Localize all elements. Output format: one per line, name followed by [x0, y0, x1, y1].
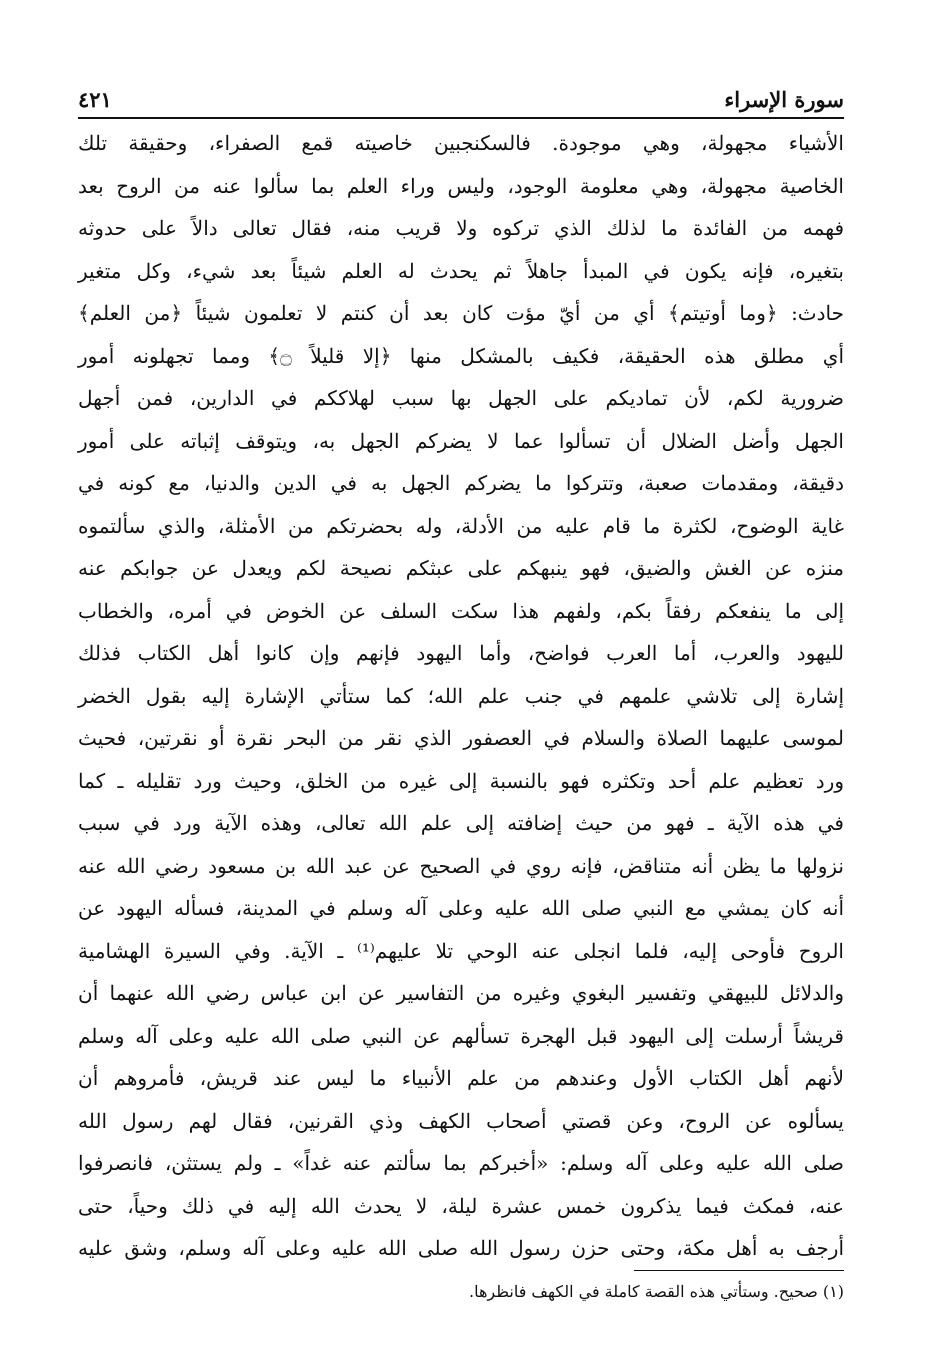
text-line: دقيقة، ومقدمات صعبة، وتتركوا ما يضركم الجهل به في الدين والدنيا، مع كونه في	[78, 471, 844, 495]
text-line: حادث: ﴿وما أوتيتم﴾ أي من أيّ مؤت كان بعد أن كنتم لا تعلمون شيئاً ﴿من العلم﴾	[78, 301, 844, 325]
text-line: نزولها ما يظن أنه متناقض، فإنه روي في الصحيح عن عبد الله بن مسعود رضي الله عنه	[78, 853, 844, 878]
text-line: صلى الله عليه وعلى آله وسلم: «أخبركم بما سألتم عنه غداً» ـ ولم يستثن، فانصرفوا	[78, 1151, 844, 1175]
text-line: الأشياء مجهولة، وهي موجودة. فالسكنجبين خاصيته قمع الصفراء، وحقيقة تلك	[78, 131, 844, 155]
surah-title: سورة الإسراء	[724, 86, 844, 112]
text-line: إشارة إلى تلاشي علمهم في جنب علم الله؛ كما ستأتي الإشارة إليه بقول الخضر	[78, 683, 844, 708]
text-line: منزه عن الغش والضيق، فهو ينبهكم على عبثكم نصيحة لكم ويعدل عن جوابكم عنه	[78, 556, 844, 580]
text-line: أرجف به أهل مكة، وحتى حزن رسول الله صلى الله عليه وعلى آله وسلم، وشق عليه	[78, 1236, 845, 1260]
text-line: فهمه من الفائدة ما لذلك الذي تركوه ولا قريب منه، فقال تعالى دالاً على حدوثه	[78, 216, 844, 240]
text-line: غاية الوضوح، لكثرة ما قام عليه من الأدلة، وله بحضرتكم من الأمثلة، والذي سألتموه	[78, 513, 844, 538]
page-number: ٤٢١	[78, 86, 112, 112]
text-line: لأنهم أهل الكتاب الأول وعندهم من علم الأنبياء ما ليس عند قريش، فأمروهم أن	[78, 1066, 844, 1090]
text-line: الجهل وأضل الضلال أن تسألوا عما لا يضركم الجهل به، ويتوقف إثباته على أمور	[78, 428, 844, 453]
text-line: لليهود والعرب، أما العرب فواضح، وأما اليهود فإنهم وإن كانوا أهل الكتاب فذلك	[78, 641, 844, 665]
text-line: ضرورية لكم، لأن تماديكم على الجهل بها سبب لهلاككم في الدارين، فمن أجهل	[78, 386, 844, 410]
text-line: بتغيره، فإنه يكون في المبدأ جاهلاً ثم يحدث له العلم شيئاً بعد شيء، وكل متغير	[78, 258, 844, 283]
body-text	[78, 122, 844, 1270]
text-line: أنه كان يمشي مع النبي صلى الله عليه وعلى آله وسلم في المدينة، فسأله اليهود عن	[78, 896, 844, 920]
text-line: الخاصية مجهولة، وهي معلومة الوجود، وليس وراء العلم بما سألوا عنه من الروح بعد	[78, 173, 844, 198]
text-line: يسألوه عن الروح، وعن قصتي أصحاب الكهف وذي القرنين، فقال لهم رسول الله	[78, 1108, 844, 1133]
text-line: أي مطلق هذه الحقيقة، فكيف بالمشكل منها ﴿إلا قليلاً ۝﴾ ومما تجهلونه أمور	[78, 343, 844, 368]
text-line: والدلائل للبيهقي وتفسير البغوي وغيره من التفاسير عن ابن عباس رضي الله عنهما أن	[78, 981, 844, 1005]
text-line: قريشاً أرسلت إلى اليهود قبل الهجرة تسألهم عن النبي صلى الله عليه وعلى آله وسلم	[78, 1023, 844, 1048]
text-line: الروح فأوحى إليه، فلما انجلى عنه الوحي تلا عليهم⁽¹⁾ ـ الآية. وفي السيرة الهشامية	[78, 938, 844, 963]
header-divider	[78, 117, 844, 119]
page-header	[78, 82, 844, 116]
text-line: إلى ما ينفعكم رفقاً بكم، ولفهم هذا سكت السلف عن الخوض في أمره، والخطاب	[78, 598, 844, 623]
text-line: ورد تعظيم علم أحد وتكثره فهو بالنسبة إلى غيره من الخلق، وحيث ورد تقليله ـ كما	[78, 768, 844, 793]
text-line: عنه، فمكث فيما يذكرون خمس عشرة ليلة، لا يحدث الله إليه في ذلك وحياً، حتى	[78, 1193, 844, 1218]
footnote: (١) صحيح. وستأتي هذه القصة كاملة في الكهف فانظرها.	[469, 1282, 844, 1301]
footnote-divider	[634, 1270, 844, 1271]
text-line: في هذه الآية ـ فهو من حيث إضافته إلى علم الله تعالى، وهذه الآية ورد في سبب	[78, 811, 844, 835]
text-line: لموسى عليهما الصلاة والسلام في العصفور الذي نقر من البحر نقرة أو نقرتين، فحيث	[78, 726, 844, 750]
